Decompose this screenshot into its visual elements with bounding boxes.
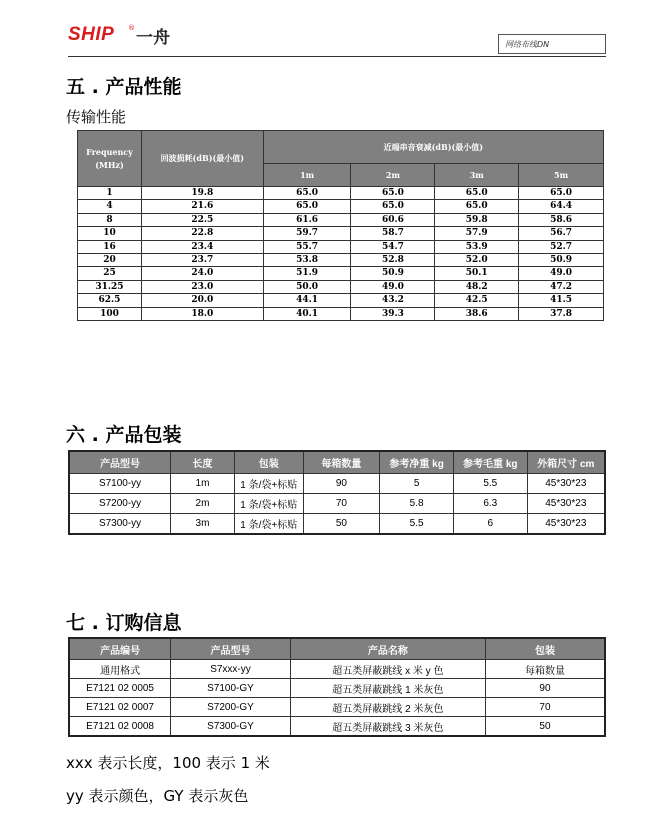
performance-row — [78, 240, 604, 253]
packaging-table — [68, 450, 606, 535]
table-cell: 62.5 — [78, 294, 142, 307]
ordering-row — [69, 660, 605, 679]
table-cell: 45*30*23 — [527, 494, 605, 514]
table-cell: 52.8 — [351, 254, 435, 267]
table-cell: 超五类屏蔽跳线 3 米灰色 — [290, 717, 485, 737]
table-cell: 54.7 — [351, 240, 435, 253]
performance-row — [78, 213, 604, 226]
page-header — [68, 22, 606, 58]
table-cell: S7xxx-yy — [171, 660, 291, 679]
table-cell: 23.0 — [141, 280, 263, 293]
table-cell: E7121 02 0005 — [69, 679, 171, 698]
table-cell: 20.0 — [141, 294, 263, 307]
table-cell: 1 — [78, 187, 142, 200]
table-cell: 51.9 — [263, 267, 351, 280]
table-cell: 58.7 — [351, 227, 435, 240]
table-cell: 53.9 — [435, 240, 519, 253]
performance-row — [78, 267, 604, 280]
pack-header-carton-size: 外箱尺寸 cm — [527, 451, 605, 474]
performance-row — [78, 307, 604, 320]
table-cell: 59.7 — [263, 227, 351, 240]
header-label-box: 网络布线DN — [498, 34, 606, 54]
header-frequency — [78, 131, 142, 187]
section-subtitle-transmission: 传输性能 — [66, 108, 127, 126]
table-cell: 23.4 — [141, 240, 263, 253]
performance-row — [78, 294, 604, 307]
table-cell: 52.7 — [519, 240, 604, 253]
table-cell: 31.25 — [78, 280, 142, 293]
note-color: yy 表示颜色，GY 表示灰色 — [66, 787, 249, 805]
header-divider — [68, 56, 606, 57]
performance-table — [77, 130, 604, 321]
table-cell: 8 — [78, 213, 142, 226]
table-cell: 53.8 — [263, 254, 351, 267]
table-cell: 59.8 — [435, 213, 519, 226]
table-cell: 6.3 — [453, 494, 527, 514]
table-cell: 100 — [78, 307, 142, 320]
table-cell: 42.5 — [435, 294, 519, 307]
table-cell: 1m — [171, 474, 235, 494]
table-cell: 超五类屏蔽跳线 1 米灰色 — [290, 679, 485, 698]
table-cell: 52.0 — [435, 254, 519, 267]
ordering-row — [69, 717, 605, 737]
table-cell: 60.6 — [351, 213, 435, 226]
ordering-row — [69, 679, 605, 698]
table-cell: S7200-GY — [171, 698, 291, 717]
table-cell: 1 条/袋+标贴 — [234, 514, 303, 535]
table-cell: 超五类屏蔽跳线 x 米 y 色 — [290, 660, 485, 679]
table-cell: 57.9 — [435, 227, 519, 240]
table-cell: 64.4 — [519, 200, 604, 213]
logo-trademark: ® — [128, 24, 135, 32]
table-cell: 24.0 — [141, 267, 263, 280]
performance-row — [78, 200, 604, 213]
table-cell: 45*30*23 — [527, 514, 605, 535]
performance-row — [78, 227, 604, 240]
table-cell: 65.0 — [435, 187, 519, 200]
packaging-row — [69, 494, 605, 514]
table-cell: 23.7 — [141, 254, 263, 267]
section-title-performance: 五 . 产品性能 — [66, 76, 182, 98]
section-title-packaging: 六 . 产品包装 — [66, 424, 182, 446]
header-length-1m: 1m — [263, 164, 351, 187]
table-cell: 70 — [303, 494, 380, 514]
table-cell: 5 — [380, 474, 454, 494]
table-cell: 43.2 — [351, 294, 435, 307]
table-cell: 56.7 — [519, 227, 604, 240]
table-cell: 3m — [171, 514, 235, 535]
table-cell: E7121 02 0007 — [69, 698, 171, 717]
table-cell: 19.8 — [141, 187, 263, 200]
table-cell: 4 — [78, 200, 142, 213]
table-cell: 22.5 — [141, 213, 263, 226]
table-cell: 49.0 — [351, 280, 435, 293]
table-cell: E7121 02 0008 — [69, 717, 171, 737]
table-cell: S7100-GY — [171, 679, 291, 698]
table-cell: 2m — [171, 494, 235, 514]
table-cell: 49.0 — [519, 267, 604, 280]
header-length-3m: 3m — [435, 164, 519, 187]
table-cell: S7200-yy — [69, 494, 171, 514]
table-cell: 58.6 — [519, 213, 604, 226]
table-cell: 6 — [453, 514, 527, 535]
note-length: xxx 表示长度，100 表示 1 米 — [66, 754, 270, 772]
ordering-row — [69, 698, 605, 717]
table-cell: 44.1 — [263, 294, 351, 307]
logo-chinese-name: 一舟 — [136, 28, 170, 48]
packaging-row — [69, 474, 605, 494]
table-cell: 每箱数量 — [485, 660, 605, 679]
table-cell: 1 条/袋+标贴 — [234, 494, 303, 514]
table-cell: 10 — [78, 227, 142, 240]
table-cell: 90 — [485, 679, 605, 698]
order-header-model: 产品型号 — [171, 638, 291, 660]
header-frequency-unit: (MHz) — [95, 159, 124, 170]
table-cell: 1 条/袋+标贴 — [234, 474, 303, 494]
performance-row — [78, 254, 604, 267]
ordering-table — [68, 637, 606, 737]
table-cell: 65.0 — [351, 187, 435, 200]
pack-header-packing: 包装 — [234, 451, 303, 474]
table-cell: 通用格式 — [69, 660, 171, 679]
table-cell: S7300-yy — [69, 514, 171, 535]
header-return-loss: 回波损耗(dB)(最小值) — [141, 131, 263, 187]
table-cell: 65.0 — [263, 187, 351, 200]
header-next: 近端串音衰减(dB)(最小值) — [263, 131, 603, 164]
table-cell: 22.8 — [141, 227, 263, 240]
table-cell: 39.3 — [351, 307, 435, 320]
table-cell: 65.0 — [263, 200, 351, 213]
ship-logo: SHIP — [68, 24, 115, 45]
table-cell: 50.0 — [263, 280, 351, 293]
table-cell: 25 — [78, 267, 142, 280]
table-cell: 5.5 — [380, 514, 454, 535]
table-cell: 16 — [78, 240, 142, 253]
table-cell: 21.6 — [141, 200, 263, 213]
pack-header-model: 产品型号 — [69, 451, 171, 474]
header-length-2m: 2m — [351, 164, 435, 187]
table-cell: 61.6 — [263, 213, 351, 226]
table-cell: 超五类屏蔽跳线 2 米灰色 — [290, 698, 485, 717]
table-cell: 65.0 — [351, 200, 435, 213]
table-cell: 50 — [485, 717, 605, 737]
table-cell: 90 — [303, 474, 380, 494]
table-cell: 50.1 — [435, 267, 519, 280]
performance-row — [78, 187, 604, 200]
table-cell: 41.5 — [519, 294, 604, 307]
table-cell: 45*30*23 — [527, 474, 605, 494]
pack-header-gross-weight: 参考毛重 kg — [453, 451, 527, 474]
header-frequency-label: Frequency — [86, 147, 133, 158]
table-cell: 5.8 — [380, 494, 454, 514]
table-cell: 50 — [303, 514, 380, 535]
order-header-packing: 包装 — [485, 638, 605, 660]
table-cell: 65.0 — [519, 187, 604, 200]
table-cell: 48.2 — [435, 280, 519, 293]
table-cell: 40.1 — [263, 307, 351, 320]
header-length-5m: 5m — [519, 164, 604, 187]
pack-header-length: 长度 — [171, 451, 235, 474]
table-cell: S7100-yy — [69, 474, 171, 494]
table-cell: 37.8 — [519, 307, 604, 320]
table-cell: 50.9 — [351, 267, 435, 280]
table-cell: 65.0 — [435, 200, 519, 213]
table-cell: 18.0 — [141, 307, 263, 320]
table-cell: 70 — [485, 698, 605, 717]
table-cell: S7300-GY — [171, 717, 291, 737]
order-header-name: 产品名称 — [290, 638, 485, 660]
section-title-ordering: 七 . 订购信息 — [66, 612, 182, 634]
table-cell: 47.2 — [519, 280, 604, 293]
table-cell: 5.5 — [453, 474, 527, 494]
pack-header-net-weight: 参考净重 kg — [380, 451, 454, 474]
table-cell: 20 — [78, 254, 142, 267]
table-cell: 50.9 — [519, 254, 604, 267]
packaging-row — [69, 514, 605, 535]
order-header-code: 产品编号 — [69, 638, 171, 660]
table-cell: 55.7 — [263, 240, 351, 253]
table-cell: 38.6 — [435, 307, 519, 320]
performance-row — [78, 280, 604, 293]
pack-header-qty: 每箱数量 — [303, 451, 380, 474]
